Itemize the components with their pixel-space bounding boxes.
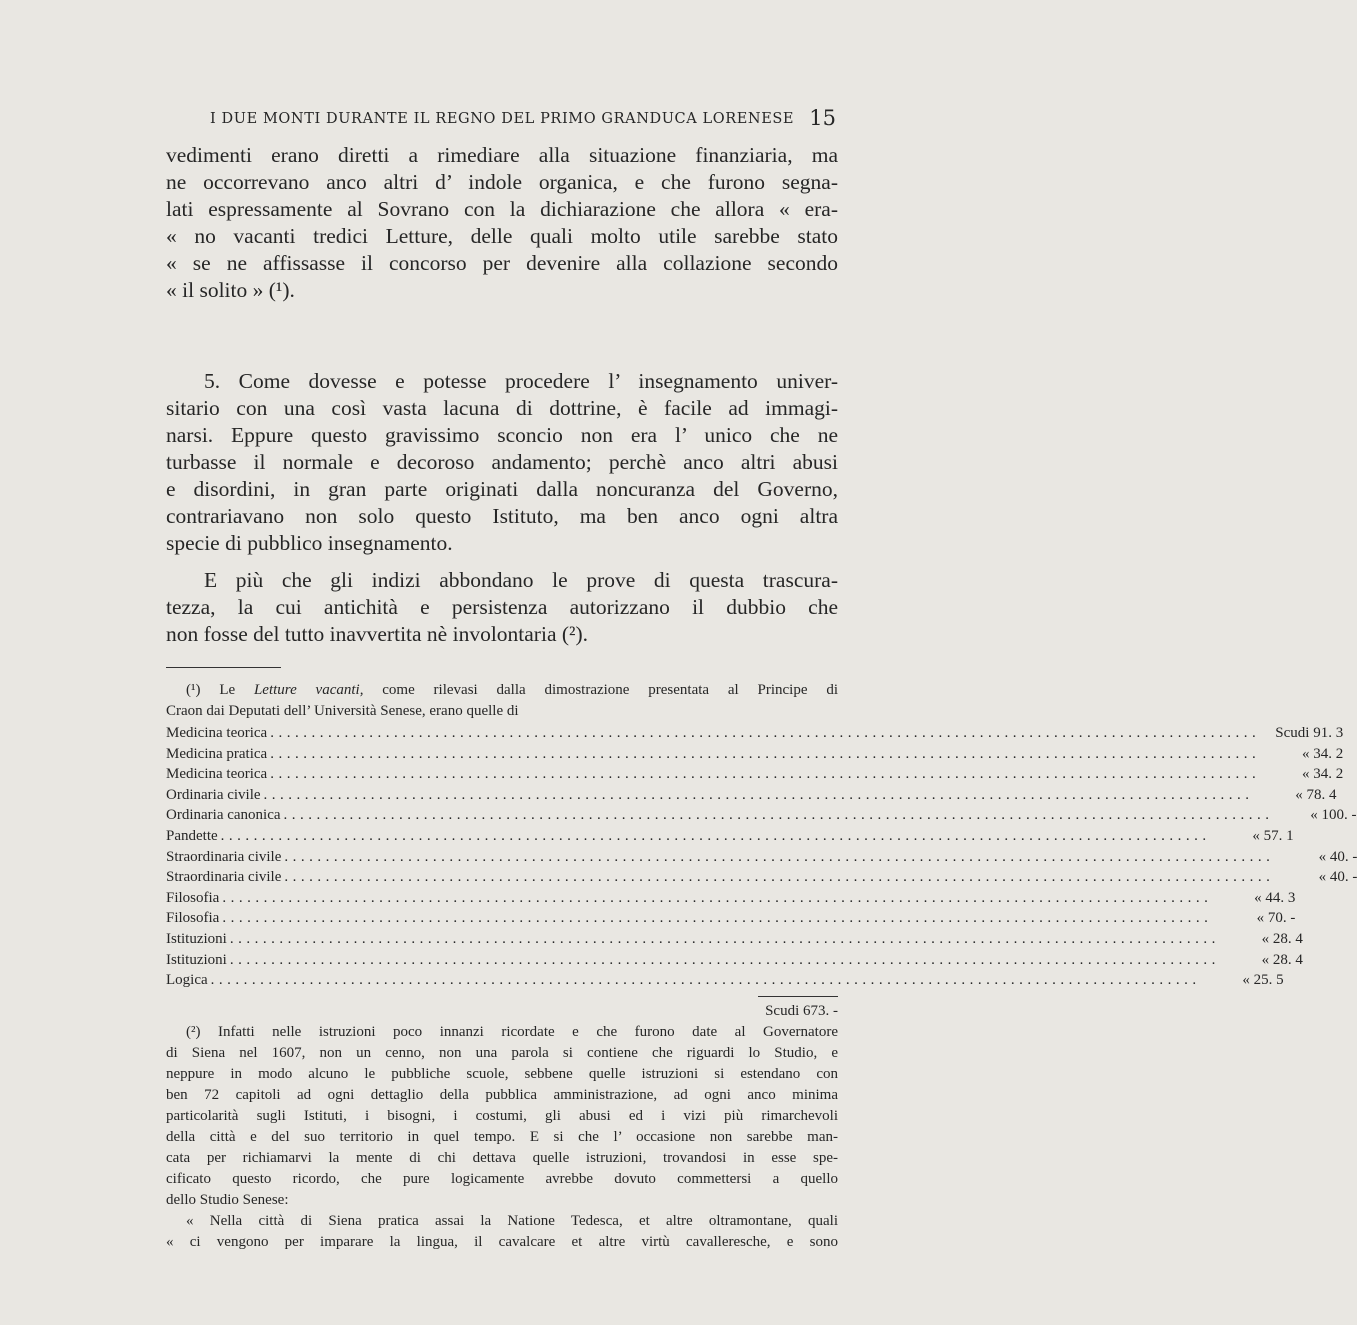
dot-leader: ........................................................................................................................ <box>220 827 1211 844</box>
footnote-line: « ci vengono per imparare la lingua, il cavalcare et altre virtù cavalleresche, e sono <box>166 1234 838 1250</box>
footnote-line: della città e del suo territorio in quel tempo. E si che l’ occasione non sarebbe man- <box>166 1129 838 1145</box>
text-line: vedimenti erano diretti a rimediare alla situazione finanziaria, ma <box>166 143 838 167</box>
lecture-name: Ordinaria civile <box>166 786 261 803</box>
lecture-row <box>166 888 1296 909</box>
dot-leader: ........................................................................................................................ <box>283 807 1274 824</box>
lecture-name: Straordinaria civile <box>166 869 282 886</box>
footnote-separator <box>166 667 281 668</box>
total-amount: Scudi 673. - <box>765 1003 838 1019</box>
lecture-name: Istituzioni <box>166 951 227 968</box>
footnote-line: cata per richiamarvi la mente di chi dettava quelle istruzioni, trovandosi in esse spe- <box>166 1150 838 1166</box>
text-line: specie di pubblico insegnamento. <box>166 531 453 555</box>
text-line: lati espressamente al Sovrano con la dichiarazione che allora « era- <box>166 197 838 221</box>
text-line: sitario con una così vasta lacuna di dottrine, è facile ad immagi- <box>166 396 838 420</box>
lecture-name: Ordinaria canonica <box>166 807 281 824</box>
lecture-name: Medicina pratica <box>166 745 268 762</box>
lecture-row <box>166 723 1344 744</box>
lecture-amount: « 25. 5 <box>1242 972 1284 989</box>
lecture-row <box>166 867 1357 888</box>
footnote-lead: Le <box>219 682 236 698</box>
footnote-marker: (¹) <box>186 682 201 698</box>
dot-leader: ........................................................................................................................ <box>284 848 1275 865</box>
text-line: non fosse del tutto inavvertita nè involontaria (²). <box>166 622 589 646</box>
lecture-amount: « 57. 1 <box>1252 827 1294 844</box>
lecture-row <box>166 764 1344 785</box>
footnote-line: neppure in modo alcuno le pubbliche scuole, sebbene quelle istruzioni si estendano con <box>166 1066 838 1082</box>
dot-leader: ........................................................................................................................ <box>222 910 1213 927</box>
total-rule <box>758 996 838 997</box>
footnote-line: dello Studio Senese: <box>166 1192 289 1208</box>
footnote-1 <box>166 680 838 722</box>
lecture-row <box>166 785 1337 806</box>
lecture-name: Filosofia <box>166 910 220 927</box>
text-line: ne occorrevano anco altri d’ indole organica, e che furono segna- <box>166 170 838 194</box>
lecture-amount: « 78. 4 <box>1295 786 1337 803</box>
dot-leader: ........................................................................................................................ <box>270 745 1261 762</box>
lecture-amount: « 40. - <box>1318 848 1357 865</box>
lecture-row <box>166 847 1357 868</box>
footnote-italic: Letture vacanti, <box>253 682 364 698</box>
text-line: turbasse il normale e decoroso andamento; perchè anco altri abusi <box>166 450 838 474</box>
text-line: 5. Come dovesse e potesse procedere l’ insegnamento univer- <box>204 369 838 393</box>
footnote-rest: come rilevasi dalla dimostrazione presentata al Principe di <box>382 682 838 698</box>
lecture-name: Medicina teorica <box>166 766 268 783</box>
lecture-row <box>166 970 1284 991</box>
text-line: narsi. Eppure questo gravissimo sconcio non era l’ unico che ne <box>166 423 838 447</box>
lecture-amount: Scudi 91. 3 <box>1275 725 1344 741</box>
text-line: e disordini, in gran parte originati dalla noncuranza del Governo, <box>166 477 838 501</box>
footnote-line: (²) Infatti nelle istruzioni poco innanzi ricordate e che furono date al Governatore <box>186 1024 838 1040</box>
footnote-2 <box>166 1022 838 1253</box>
lecture-row <box>166 744 1344 765</box>
dot-leader: ........................................................................................................................ <box>229 951 1220 968</box>
lecture-row <box>166 950 1303 971</box>
dot-leader: ........................................................................................................................ <box>284 869 1275 886</box>
footnote-line <box>166 680 838 701</box>
lecture-name: Istituzioni <box>166 930 227 947</box>
lecture-amount: « 28. 4 <box>1261 951 1303 968</box>
lecture-name: Medicina teorica <box>166 725 268 741</box>
lecture-name: Straordinaria civile <box>166 848 282 865</box>
lecture-row <box>166 908 1296 929</box>
text-line: contrariavano non solo questo Istituto, ma ben anco ogni altra <box>166 504 838 528</box>
lecture-amount: « 70. - <box>1256 910 1296 927</box>
footnote-line: Craon dai Deputati dell’ Università Senese, erano quelle di <box>166 703 519 719</box>
paragraph-1 <box>166 142 838 304</box>
page-number: 15 <box>809 106 836 130</box>
lecture-amount: « 40. - <box>1318 869 1357 886</box>
lecture-amount: « 28. 4 <box>1261 930 1303 947</box>
running-title: I DUE MONTI DURANTE IL REGNO DEL PRIMO GRANDUCA LORENESE <box>210 111 795 127</box>
dot-leader: ........................................................................................................................ <box>222 889 1213 906</box>
lecture-amount: « 100. - <box>1310 807 1357 824</box>
footnote-line: « Nella città di Siena pratica assai la Natione Tedesca, et altre oltramontane, quali <box>186 1213 838 1229</box>
lecture-amount: « 44. 3 <box>1254 889 1296 906</box>
dot-leader: ........................................................................................................................ <box>263 786 1254 803</box>
footnote-line: di Siena nel 1607, non un cenno, non una parola si contiene che riguardi lo Studio, e <box>166 1045 838 1061</box>
text-line: « se ne affissasse il concorso per devenire alla collazione secondo <box>166 251 838 275</box>
lecture-name: Pandette <box>166 827 218 844</box>
text-line: « il solito » (¹). <box>166 278 295 302</box>
lecture-row <box>166 805 1357 826</box>
lecture-name: Filosofia <box>166 889 220 906</box>
footnote-line: ben 72 capitoli ad ogni dettaglio della pubblica amministrazione, ad ogni anco minima <box>166 1087 838 1103</box>
lecture-amount: « 34. 2 <box>1301 766 1344 783</box>
dot-leader: ........................................................................................................................ <box>270 725 1261 741</box>
text-line: tezza, la cui antichità e persistenza autorizzano il dubbio che <box>166 595 838 619</box>
dot-leader: ........................................................................................................................ <box>229 930 1220 947</box>
text-line: « no vacanti tredici Letture, delle quali molto utile sarebbe stato <box>166 224 838 248</box>
paragraph-3 <box>166 567 838 648</box>
dot-leader: ........................................................................................................................ <box>210 972 1201 989</box>
text-line: E più che gli indizi abbondano le prove di questa trascura- <box>204 568 838 592</box>
running-head <box>166 106 838 136</box>
lecture-row <box>166 826 1294 847</box>
footnote-line: particolarità sugli Istituti, i bisogni, i costumi, gli abusi ed i vizi più rimarchevoli <box>166 1108 838 1124</box>
paragraph-2 <box>166 368 838 557</box>
footnote-line: cificato questo ricordo, che pure logicamente avrebbe dovuto commettersi a quello <box>166 1171 838 1187</box>
lecture-name: Logica <box>166 972 208 989</box>
dot-leader: ........................................................................................................................ <box>270 766 1261 783</box>
lecture-amount: « 34. 2 <box>1301 745 1344 762</box>
lecture-row <box>166 929 1303 950</box>
lecture-table <box>166 723 1357 991</box>
